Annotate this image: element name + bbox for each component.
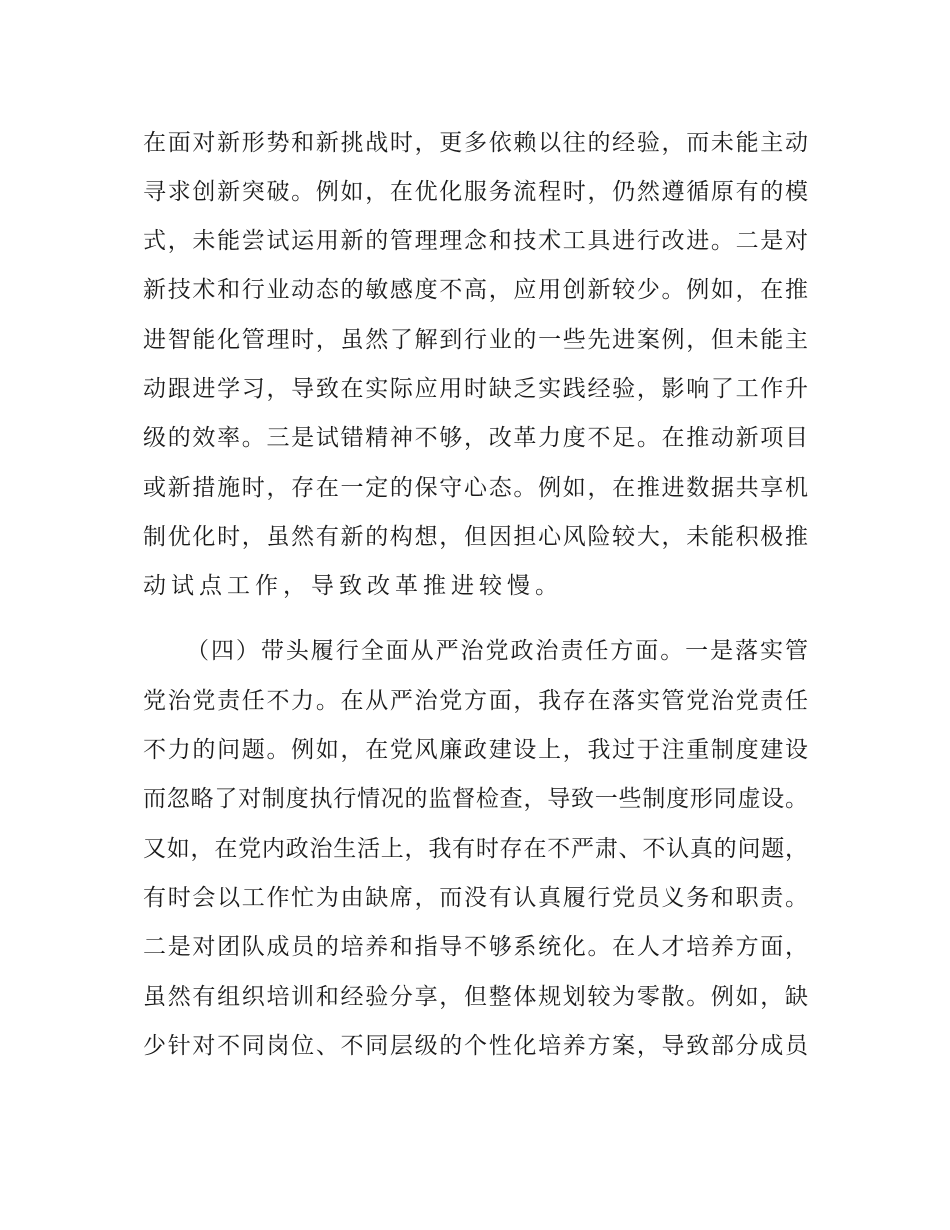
text-line: 又如，在党内政治生活上，我有时存在不严肃、不认真的问题， (143, 836, 809, 862)
text-line: 进智能化管理时，虽然了解到行业的一些先进案例，但未能主 (143, 327, 810, 353)
text-line: 而忽略了对制度执行情况的监督检查，导致一些制度形同虚设。 (143, 786, 809, 812)
text-line: 虽然有组织培训和经验分享，但整体规划较为零散。例如，缺 (143, 984, 810, 1010)
text-line: 动跟进学习，导致在实际应用时缺乏实践经验，影响了工作升 (143, 376, 810, 402)
text-line: 少针对不同岗位、不同层级的个性化培养方案，导致部分成员 (143, 1033, 810, 1059)
text-line: 有时会以工作忙为由缺席，而没有认真履行党员义务和职责。 (143, 885, 810, 911)
text-line: 动试点工作，导致改革推进较慢。 (143, 573, 563, 599)
section-heading-line: （四）带头履行全面从严治党政治责任方面。一是落实管 (186, 638, 810, 664)
text-line: 党治党责任不力。在从严治党方面，我存在落实管党治党责任 (143, 688, 810, 714)
text-line: 式，未能尝试运用新的管理理念和技术工具进行改进。二是对 (143, 228, 810, 254)
text-line: 或新措施时，存在一定的保守心态。例如，在推进数据共享机 (143, 475, 810, 501)
text-line: 二是对团队成员的培养和指导不够系统化。在人才培养方面， (143, 934, 810, 960)
text-line: 级的效率。三是试错精神不够，改革力度不足。在推动新项目 (143, 425, 810, 451)
text-line: 制优化时，虽然有新的构想，但因担心风险较大，未能积极推 (143, 524, 810, 550)
text-line: 在面对新形势和新挑战时，更多依赖以往的经验，而未能主动 (143, 130, 810, 156)
text-line: 寻求创新突破。例如，在优化服务流程时，仍然遵循原有的模 (143, 179, 810, 205)
text-line: 新技术和行业动态的敏感度不高，应用创新较少。例如，在推 (143, 277, 810, 303)
text-line: 不力的问题。例如，在党风廉政建设上，我过于注重制度建设 (143, 737, 810, 763)
